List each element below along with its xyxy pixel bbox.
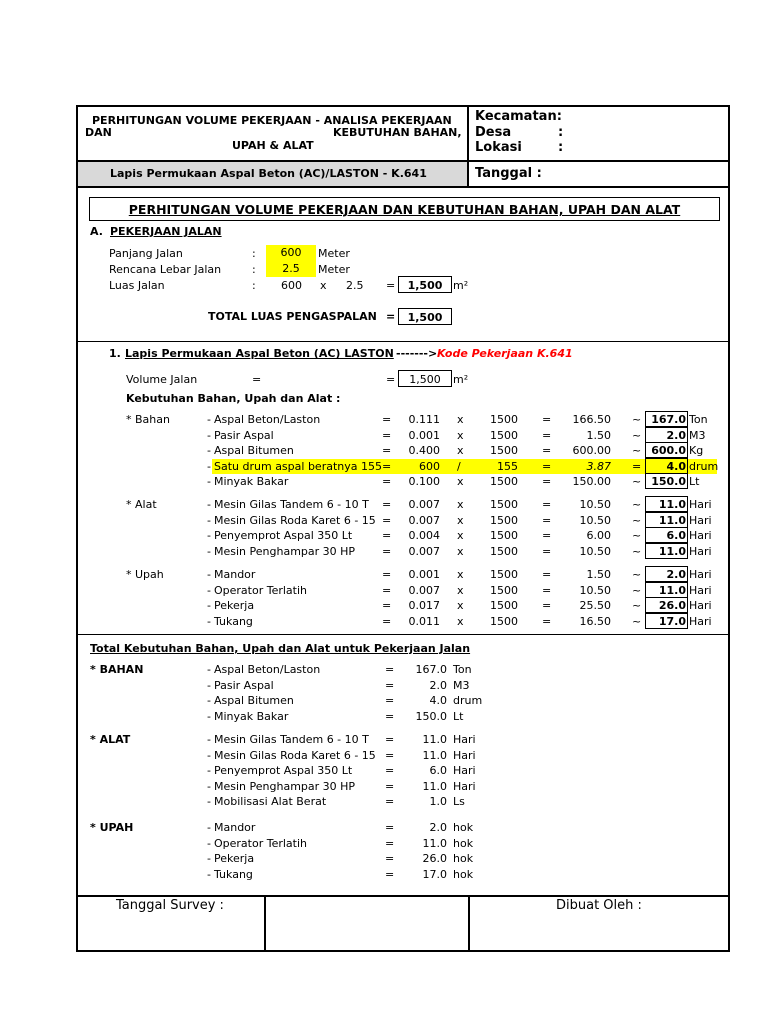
total-unit: drum [453,694,483,708]
calc-eq: = [542,498,552,511]
calc-group-label: * Bahan [126,413,170,426]
calc-op: / [457,459,461,473]
calc-result: 166.50 [572,413,611,426]
calc-item-name: Pasir Aspal [214,428,274,442]
calc-eq: = [382,599,392,612]
calc-unit: drum [689,459,719,473]
calc-tilde: ~ [632,614,642,628]
calc-tilde: ~ [632,583,642,597]
header-title-line2a: DAN [85,126,112,139]
calc-dash: - [207,614,211,628]
calc-item-name: Tukang [214,614,253,628]
calc-dash: - [207,529,211,542]
luas-b: 2.5 [346,279,364,292]
calc-eq: = [542,583,552,597]
calc-item-name: Pekerja [214,599,255,612]
total-group-label: * ALAT [90,733,131,746]
calc-eq: = [542,599,552,612]
total-item-name: Mandor [214,821,256,834]
total-unit: Hari [453,764,476,778]
calc-final: 2.0 [666,568,686,581]
total-unit: Hari [453,733,476,746]
total-dash: - [207,852,211,866]
total-value: 26.0 [422,852,447,866]
calc-eq: = [542,513,552,527]
kebutuhan-title: Kebutuhan Bahan, Upah dan Alat : [126,392,341,405]
total-unit: Ls [453,795,465,809]
calc-op: x [457,583,464,597]
calc-base: 155 [497,459,518,473]
total-item-name: Mesin Gilas Roda Karet 6 - 15 [214,748,376,762]
lebar-colon: : [252,263,256,276]
total-value: 150.0 [415,709,447,723]
calc-eq: = [542,459,552,473]
calc-unit: Hari [689,599,712,612]
calc-unit: Hari [689,583,712,597]
total-dash: - [207,821,211,834]
calc-item-name: Mandor [214,568,256,581]
calc-tilde: ~ [632,498,642,511]
total-dash: - [207,663,211,676]
total-item-name: Mesin Gilas Tandem 6 - 10 T [214,733,369,746]
calc-final: 600.0 [651,444,686,457]
calc-eq: = [382,475,392,488]
calc-base: 1500 [490,544,518,558]
total-luas-value: 1,500 [407,311,443,324]
calc-op: x [457,513,464,527]
luas-value: 1,500 [407,279,443,292]
total-value: 2.0 [429,821,447,834]
calc-final: 150.0 [651,475,686,488]
total-value: 11.0 [422,779,447,793]
calc-result: 150.00 [572,475,611,488]
calc-eq: = [382,529,392,542]
calc-dash: - [207,583,211,597]
total-item-name: Mobilisasi Alat Berat [214,795,327,809]
subtitle: Lapis Permukaan Aspal Beton (AC)/LASTON - K.641 [110,167,427,180]
luas-eq: = [386,279,396,292]
frame-top [76,105,730,107]
calc-coef: 0.007 [408,544,440,558]
total-eq: = [385,663,395,676]
calc-final: 11.0 [658,513,686,527]
calc-base: 1500 [490,413,518,426]
calc-final: 17.0 [658,614,686,628]
volume-eq-1: = [252,373,262,386]
footer-divider-v2 [468,895,470,952]
total-unit: Ton [453,663,472,676]
calc-coef: 0.100 [408,475,440,488]
calc-unit: Kg [689,444,704,457]
calc-base: 1500 [490,513,518,527]
calc-dash: - [207,599,211,612]
total-value: 167.0 [415,663,447,676]
total-eq: = [385,678,395,692]
calc-tilde: ~ [632,599,642,612]
total-unit: Hari [453,748,476,762]
desa-colon: : [558,125,564,140]
section-a-title: PEKERJAAN JALAN [110,225,222,238]
total-group-label: * BAHAN [90,663,144,676]
total-item-name: Aspal Beton/Laston [214,663,321,676]
total-value: 2.0 [429,678,447,692]
calc-base: 1500 [490,568,518,581]
total-item-name: Minyak Bakar [214,709,289,723]
total-dash: - [207,836,211,850]
calc-eq: = [542,529,552,542]
panjang-value: 600 [266,245,316,261]
total-eq: = [385,764,395,778]
total-eq: = [385,795,395,809]
calc-result: 1.50 [586,568,611,581]
total-unit: hok [453,867,474,881]
volume-unit: m² [453,373,469,386]
total-dash: - [207,694,211,708]
calc-eq: = [542,614,552,628]
calc-item-name: Mesin Gilas Roda Karet 6 - 15 [214,513,376,527]
calc-final: 11.0 [658,583,686,597]
calc-eq: = [382,614,392,628]
total-dash: - [207,764,211,778]
total-unit: hok [453,821,474,834]
lokasi-label: Lokasi [475,140,522,155]
calc-coef: 0.011 [408,614,440,628]
panjang-unit: Meter [318,247,350,260]
calc-result: 600.00 [572,444,611,457]
luas-x: x [320,279,327,292]
calc-eq: = [382,498,392,511]
total-value: 17.0 [422,867,447,881]
kecamatan-label: Kecamatan: [475,109,562,124]
total-item-name: Tukang [214,867,253,881]
total-eq: = [385,694,395,708]
calc-unit: Hari [689,544,712,558]
calc-op: x [457,529,464,542]
volume-label: Volume Jalan [126,373,198,386]
luas-a: 600 [281,279,302,292]
total-eq: = [385,836,395,850]
section-1-arrow: -------> [396,347,438,360]
calc-item-name: Aspal Beton/Laston [214,413,321,426]
desa-label: Desa [475,125,512,140]
total-dash: - [207,779,211,793]
calc-op: x [457,428,464,442]
total-item-name: Aspal Bitumen [214,694,294,708]
section-divider-2 [76,634,730,635]
calc-coef: 0.001 [408,568,440,581]
calc-unit: Hari [689,513,712,527]
total-unit: hok [453,836,474,850]
calc-eq: = [382,583,392,597]
section-divider-1 [76,341,730,342]
total-value: 11.0 [422,748,447,762]
calc-eq: = [542,444,552,457]
calc-unit: Hari [689,529,712,542]
total-value: 1.0 [429,795,447,809]
total-group-label: * UPAH [90,821,134,834]
luas-label: Luas Jalan [109,279,165,292]
total-item-name: Mesin Penghampar 30 HP [214,779,356,793]
calc-base: 1500 [490,583,518,597]
calc-result: 25.50 [579,599,611,612]
total-dash: - [207,733,211,746]
calc-tilde: ~ [632,475,642,488]
total-unit: M3 [453,678,470,692]
calc-final: 11.0 [658,544,686,558]
calc-dash: - [207,444,211,457]
calc-eq: = [542,544,552,558]
calc-item-name: Penyemprot Aspal 350 Lt [214,529,353,542]
calc-final: 167.0 [651,413,686,426]
calc-tilde: ~ [632,413,642,426]
header-title-line1: PERHITUNGAN VOLUME PEKERJAAN - ANALISA PEKERJAAN [92,114,452,127]
total-dash: - [207,867,211,881]
calc-item-name: Minyak Bakar [214,475,289,488]
calc-coef: 0.007 [408,583,440,597]
calc-item-name: Operator Terlatih [214,583,308,597]
calc-dash: - [207,475,211,488]
header-divider-h2 [76,186,730,188]
frame-bottom [76,950,730,952]
total-unit: Lt [453,709,464,723]
lebar-value: 2.5 [266,261,316,277]
calc-dash: - [207,498,211,511]
calc-eq: = [542,428,552,442]
calc-unit: Hari [689,614,712,628]
calc-unit: Lt [689,475,700,488]
calc-eq: = [382,513,392,527]
section-a-label: A. [90,225,103,238]
calc-op: x [457,498,464,511]
calc-result: 1.50 [586,428,611,442]
total-item-name: Pekerja [214,852,255,866]
luas-unit: m² [453,279,469,292]
calc-coef: 0.111 [408,413,440,426]
calc-coef: 0.400 [408,444,440,457]
calc-result: 10.50 [579,544,611,558]
calc-item-name: Mesin Gilas Tandem 6 - 10 T [214,498,369,511]
calc-tilde: ~ [632,428,642,442]
panjang-colon: : [252,247,256,260]
calc-dash: - [207,413,211,426]
calc-item-name: Aspal Bitumen [214,444,294,457]
calc-result: 10.50 [579,513,611,527]
calc-tilde: ~ [632,513,642,527]
section-1-num: 1. [109,347,121,360]
header-title-line2b: KEBUTUHAN BAHAN, [333,126,462,139]
calc-item-name: Mesin Penghampar 30 HP [214,544,356,558]
totals-title: Total Kebutuhan Bahan, Upah dan Alat untuk Pekerjaan Jalan [90,642,471,655]
calc-coef: 0.004 [408,529,440,542]
calc-result: 10.50 [579,498,611,511]
header-title-line3: UPAH & ALAT [232,139,314,152]
footer-divider-v1 [264,895,266,952]
total-luas-label: TOTAL LUAS PENGASPALAN [208,310,377,323]
calc-result: 16.50 [579,614,611,628]
calc-coef: 0.017 [408,599,440,612]
calc-base: 1500 [490,599,518,612]
calc-eq: = [542,413,552,426]
total-value: 11.0 [422,733,447,746]
frame-right [728,105,730,952]
calc-base: 1500 [490,428,518,442]
calc-eq: = [542,475,552,488]
total-eq: = [385,779,395,793]
calc-op: x [457,544,464,558]
calc-unit: Ton [689,413,708,426]
calc-eq: = [382,428,392,442]
calc-eq: = [382,444,392,457]
calc-dash: - [207,459,211,473]
frame-left [76,105,78,952]
luas-colon: : [252,279,256,292]
calc-base: 1500 [490,475,518,488]
calc-op: x [457,413,464,426]
calc-base: 1500 [490,529,518,542]
tanggal-survey: Tanggal Survey : [116,898,224,913]
total-value: 11.0 [422,836,447,850]
calc-unit: Hari [689,568,712,581]
calc-op: x [457,568,464,581]
calc-op: x [457,475,464,488]
tanggal-label: Tanggal : [475,166,542,181]
section-1-title: Lapis Permukaan Aspal Beton (AC) LASTON [125,347,394,360]
total-eq: = [385,733,395,746]
calc-final: 6.0 [666,529,686,542]
calc-final: 2.0 [666,428,686,442]
total-value: 4.0 [429,694,447,708]
calc-group-label: * Alat [126,498,157,511]
total-eq: = [385,852,395,866]
section-1-kode: Kode Pekerjaan K.641 [437,347,573,360]
total-dash: - [207,678,211,692]
total-item-name: Pasir Aspal [214,678,274,692]
calc-dash: - [207,428,211,442]
total-value: 6.0 [429,764,447,778]
total-dash: - [207,709,211,723]
total-dash: - [207,748,211,762]
lebar-unit: Meter [318,263,350,276]
panjang-label: Panjang Jalan [109,247,183,260]
calc-coef: 0.007 [408,513,440,527]
dibuat-oleh: Dibuat Oleh : [556,898,642,913]
calc-op: x [457,444,464,457]
calc-final: 4.0 [666,459,686,473]
total-luas-eq: = [386,310,396,323]
header-divider-v [467,105,469,187]
calc-tilde: ~ [632,444,642,457]
calc-dash: - [207,513,211,527]
calc-tilde: ~ [632,544,642,558]
footer-divider-h [76,895,730,897]
calc-coef: 0.001 [408,428,440,442]
calc-group-label: * Upah [126,568,164,581]
total-dash: - [207,795,211,809]
calc-final: 26.0 [658,599,686,612]
calc-unit: Hari [689,498,712,511]
calc-base: 1500 [490,614,518,628]
calc-tilde: = [632,459,642,473]
calc-dash: - [207,544,211,558]
volume-eq-2: = [386,373,396,386]
calc-unit: M3 [689,428,706,442]
calc-op: x [457,614,464,628]
total-item-name: Operator Terlatih [214,836,308,850]
calc-coef: 0.007 [408,498,440,511]
calc-coef: 600 [419,459,440,473]
main-title: PERHITUNGAN VOLUME PEKERJAAN DAN KEBUTUHAN BAHAN, UPAH DAN ALAT [128,202,681,217]
calc-eq: = [382,568,392,581]
total-eq: = [385,821,395,834]
calc-eq: = [382,544,392,558]
calc-result: 6.00 [586,529,611,542]
calc-tilde: ~ [632,529,642,542]
calc-eq: = [382,413,392,426]
calc-dash: - [207,568,211,581]
calc-base: 1500 [490,498,518,511]
calc-result: 3.87 [586,459,611,473]
calc-item-name: Satu drum aspal beratnya 155 [214,459,382,473]
lebar-label: Rencana Lebar Jalan [109,263,222,276]
volume-value: 1,500 [409,373,441,386]
total-eq: = [385,709,395,723]
total-item-name: Penyemprot Aspal 350 Lt [214,764,353,778]
calc-op: x [457,599,464,612]
total-eq: = [385,748,395,762]
lokasi-colon: : [558,140,564,155]
calc-eq: = [382,459,392,473]
total-unit: hok [453,852,474,866]
calc-eq: = [542,568,552,581]
calc-base: 1500 [490,444,518,457]
calc-tilde: ~ [632,568,642,581]
calc-final: 11.0 [658,498,686,511]
calc-result: 10.50 [579,583,611,597]
total-eq: = [385,867,395,881]
total-unit: Hari [453,779,476,793]
